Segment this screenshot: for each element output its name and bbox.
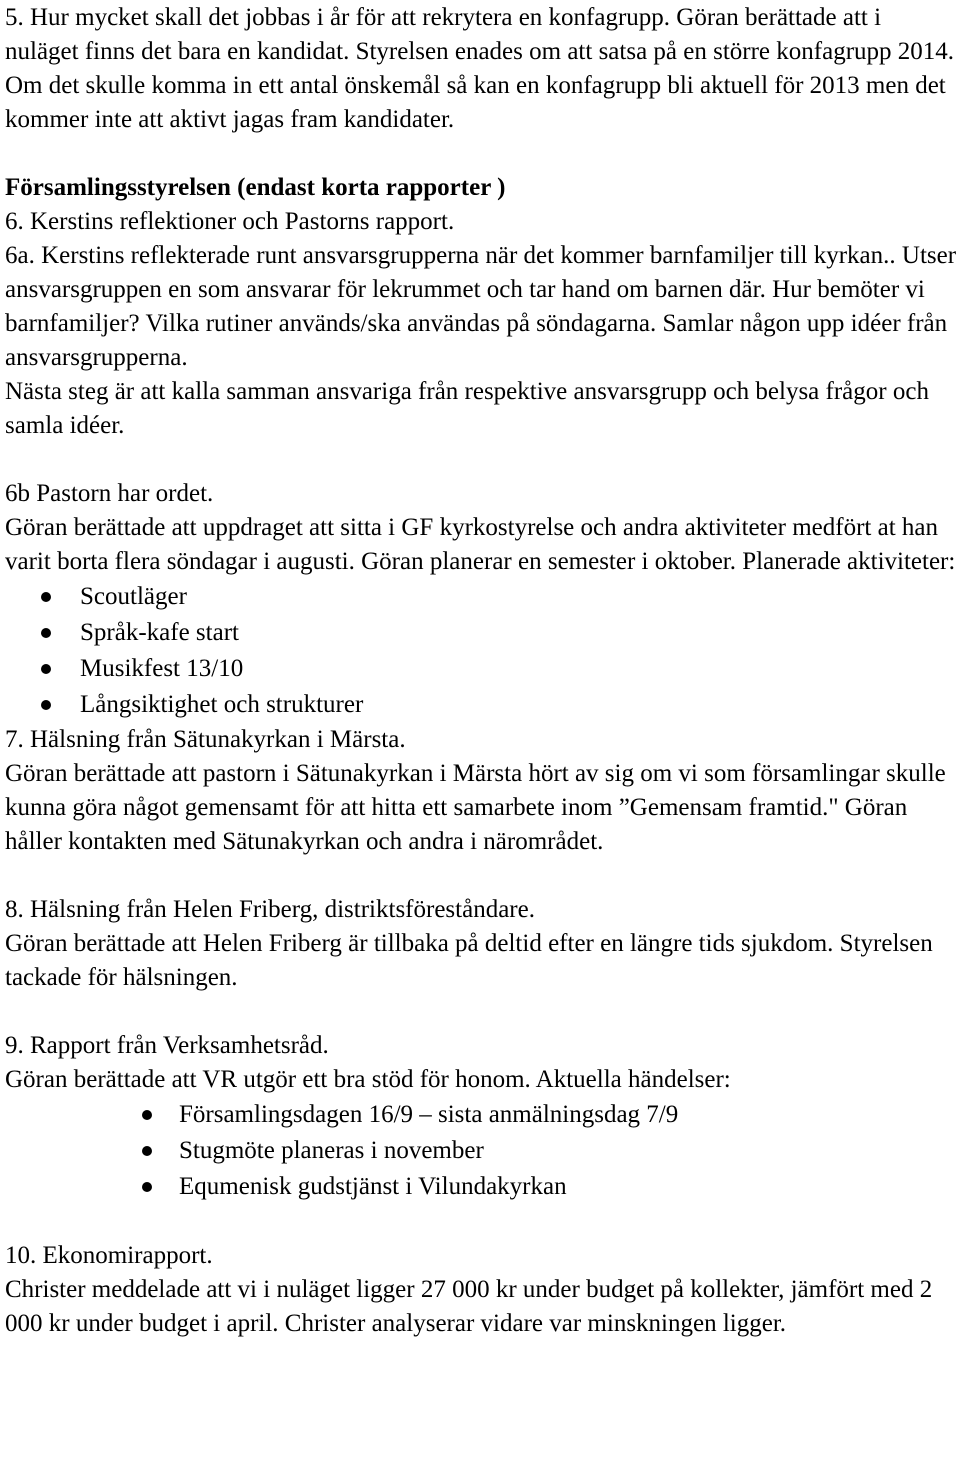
section-10-paragraph: Christer meddelade att vi i nuläget ligger 27 000 kr under budget på kollekter, jämfört med 2 000 kr under budget i april. Christer analyserar vidare var minskningen ligger. (5, 1276, 933, 1337)
list-item (5, 615, 960, 651)
section-9-paragraph: Göran berättade att VR utgör ett bra stöd för honom. Aktuella händelser: (5, 1066, 731, 1093)
section-8-paragraph: Göran berättade att Helen Friberg är tillbaka på deltid efter en längre tids sjukdom. Styrelsen tackade för hälsningen. (5, 930, 933, 991)
section-7-paragraph: Göran berättade att pastorn i Sätunakyrkan i Märsta hört av sig om vi som församlingar skulle kunna göra något gemensamt för att hitta ett samarbete inom ”Gemensam framtid." Göran håller kontakten med Sätunakyrkan och andra i närområdet. (5, 760, 946, 855)
section-7-title: 7. Hälsning från Sätunakyrkan i Märsta. (5, 726, 406, 753)
list-item-label: Stugmöte planeras i november (179, 1137, 484, 1164)
list-item (5, 651, 960, 687)
styrelsen-heading: Församlingsstyrelsen (endast korta rapporter ) (5, 174, 506, 201)
document-page (5, 1, 960, 1341)
list-item (5, 1169, 960, 1205)
spacer (5, 137, 960, 171)
activities-list (5, 579, 960, 723)
section-6b-title: 6b Pastorn har ordet. (5, 480, 214, 507)
section-10-title: 10. Ekonomirapport. (5, 1242, 213, 1269)
list-item (5, 1097, 960, 1133)
section-5-paragraph: 5. Hur mycket skall det jobbas i år för att rekrytera en konfagrupp. Göran berättade att i nuläget finns det bara en kandidat. Styrelsen enades om att satsa på en större konfagrupp 2014. Om det skulle komma in ett antal önskemål så kan en konfagrupp bli aktuell för 2013 men det kommer inte att aktivt jagas fram kandidater. (5, 4, 955, 133)
section-8-title: 8. Hälsning från Helen Friberg, distriktsföreståndare. (5, 896, 535, 923)
events-list (5, 1097, 960, 1205)
bullet-icon (41, 592, 51, 602)
section-6a-next-step: Nästa steg är att kalla samman ansvariga från respektive ansvarsgrupp och belysa frågor och samla idéer. (5, 378, 929, 439)
list-item (5, 1133, 960, 1169)
list-item-label: Språk-kafe start (80, 619, 239, 646)
section-6a-paragraph: 6a. Kerstins reflekterade runt ansvarsgrupperna när det kommer barnfamiljer till kyrkan.. Utser ansvarsgruppen en som ansvarar för lekrummet och tar hand om barnen där. Hur bemöter vi barnfamiljer? Vilka rutiner används/ska användas på söndagarna. Samlar någon upp idéer från ansvarsgrupperna. (5, 242, 957, 371)
section-6-title: 6. Kerstins reflektioner och Pastorns rapport. (5, 208, 455, 235)
list-item (5, 687, 960, 723)
list-item-label: Musikfest 13/10 (80, 655, 244, 682)
bullet-icon (142, 1182, 152, 1192)
bullet-icon (41, 664, 51, 674)
bullet-icon (142, 1146, 152, 1156)
spacer (5, 443, 960, 477)
bullet-icon (41, 700, 51, 710)
list-item-label: Scoutläger (80, 583, 187, 610)
section-6b-paragraph: Göran berättade att uppdraget att sitta i GF kyrkostyrelse och andra aktiviteter medfört at han varit borta flera söndagar i augusti. Göran planerar en semester i oktober. Planerade aktiviteter: (5, 514, 956, 575)
spacer (5, 1205, 960, 1239)
section-9-title: 9. Rapport från Verksamhetsråd. (5, 1032, 329, 1059)
bullet-icon (41, 628, 51, 638)
list-item-label: Långsiktighet och strukturer (80, 691, 364, 718)
spacer (5, 995, 960, 1029)
list-item-label: Församlingsdagen 16/9 – sista anmälningsdag 7/9 (179, 1101, 679, 1128)
spacer (5, 859, 960, 893)
list-item (5, 579, 960, 615)
bullet-icon (142, 1110, 152, 1120)
list-item-label: Equmenisk gudstjänst i Vilundakyrkan (179, 1173, 567, 1200)
